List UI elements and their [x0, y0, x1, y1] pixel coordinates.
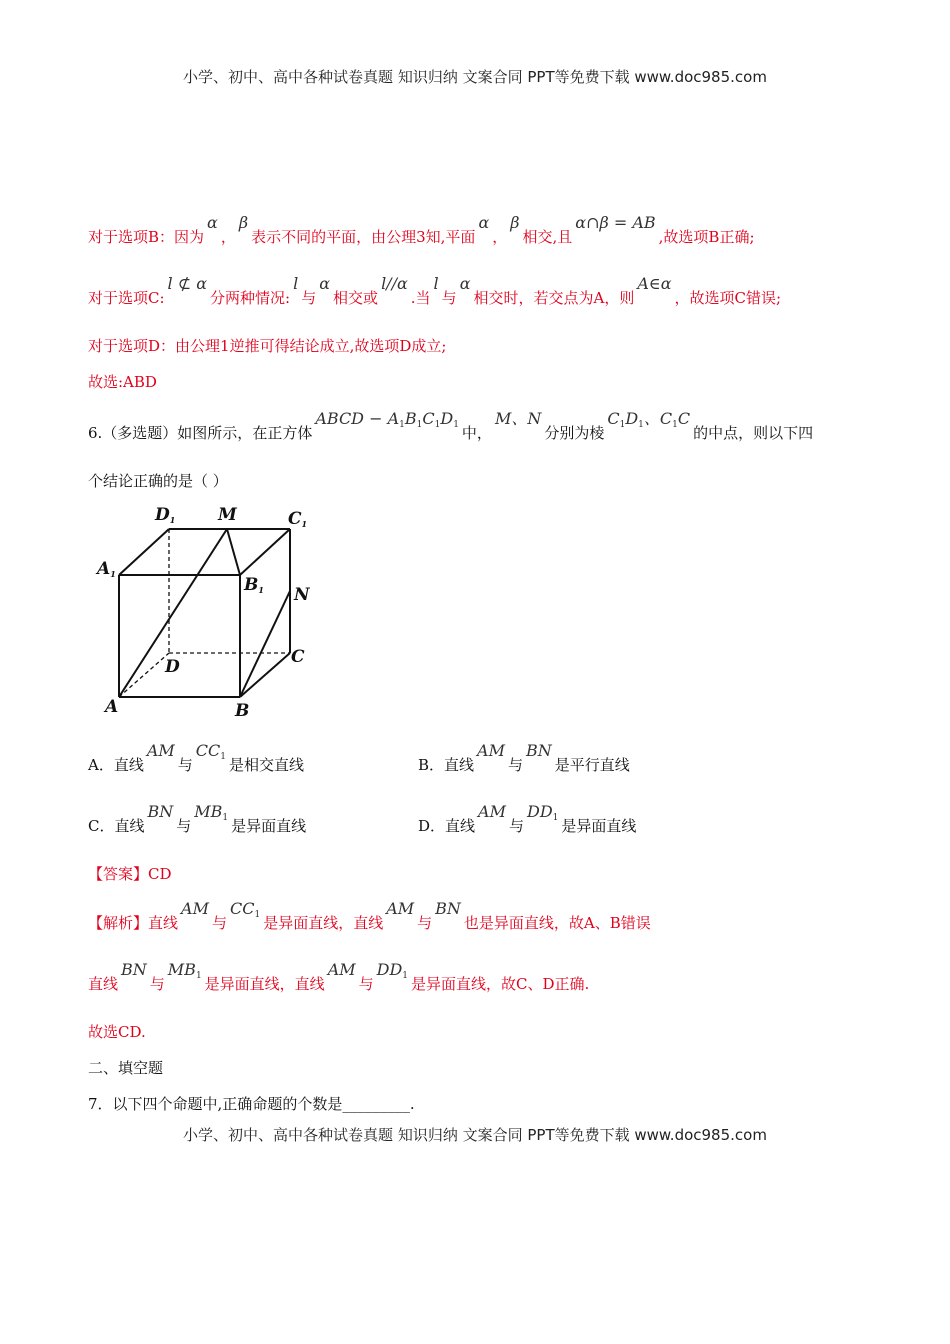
label-b1: B1: [244, 575, 264, 595]
math: BN: [147, 802, 174, 821]
text: 直线: [88, 975, 119, 993]
choice-c: [88, 802, 307, 837]
text: 的中点，则以下四: [693, 424, 814, 442]
text: 相交时，若交点为A，则: [473, 289, 635, 307]
math-part: MB: [167, 960, 196, 979]
math-part: DD: [526, 802, 553, 821]
math: l: [293, 274, 299, 293]
text: B．直线: [418, 756, 475, 774]
math: α: [319, 274, 331, 293]
math-part: D: [440, 409, 454, 428]
math: AM: [386, 899, 415, 918]
math: [527, 802, 558, 821]
math: l ⊄ α: [167, 274, 208, 293]
label-a: A: [105, 697, 119, 717]
math: [377, 960, 408, 979]
text: ，: [220, 228, 236, 246]
text: 与: [301, 289, 317, 307]
math-part: C: [677, 409, 691, 428]
choice-d: [418, 802, 637, 837]
math-part: 、C: [643, 409, 673, 428]
subscript: 1: [220, 752, 227, 762]
math: l//α: [381, 274, 408, 293]
text: 与: [149, 975, 165, 993]
label-m: M: [218, 505, 237, 525]
math: BN: [525, 741, 552, 760]
text: 是异面直线，故C、D正确.: [411, 975, 590, 993]
math-part: ABCD − A: [315, 409, 400, 428]
text: 与: [177, 756, 193, 774]
math: AM: [146, 741, 175, 760]
answer-cd: 【答案】CD: [88, 865, 172, 883]
section-fill-blank: 二、填空题: [88, 1059, 164, 1077]
math-part: C: [422, 409, 435, 428]
math-intersection: α∩β = AB: [575, 213, 656, 232]
option-d-explanation: 对于选项D：由公理1逆推可得结论成立,故选项D成立;: [88, 337, 447, 355]
label-d1: D1: [155, 505, 176, 525]
text: 相交或: [333, 289, 379, 307]
text: 与: [507, 756, 523, 774]
text: 与: [417, 914, 433, 932]
math-part: CC: [195, 741, 221, 760]
text: ,故选项B正确;: [658, 228, 755, 246]
text: 对于选项C:: [88, 289, 165, 307]
text: D．直线: [418, 817, 476, 835]
text: 与: [211, 914, 227, 932]
math-alpha: α: [478, 213, 490, 232]
segment-bn: [240, 591, 290, 697]
math: AM: [478, 802, 506, 821]
math: BN: [121, 960, 147, 979]
subscript: 1: [552, 813, 559, 823]
subscript: 1: [672, 420, 678, 430]
subscript: 1: [453, 420, 459, 430]
math-part: C: [607, 409, 620, 428]
math: M、N: [494, 409, 542, 428]
page-header: 小学、初中、高中各种试卷真题 知识归纳 文案合同 PPT等免费下载 www.doc985.com: [183, 68, 767, 86]
text: 是相交直线: [229, 756, 305, 774]
question-6: [88, 409, 814, 444]
math: AM: [327, 960, 356, 979]
math-alpha: α: [207, 213, 218, 232]
subscript: 1: [195, 971, 202, 981]
text: 分别为棱: [544, 424, 605, 442]
subscript: 1: [434, 420, 441, 430]
option-b-explanation: [88, 213, 755, 247]
question-6-line2: 个结论正确的是（ ）: [88, 472, 228, 490]
analysis-line-2: [88, 960, 590, 995]
label-a1: A1: [97, 559, 116, 579]
math: [196, 741, 226, 760]
question-7: 7．以下四个命题中,正确命题的个数是_________.: [88, 1095, 415, 1113]
text: ，故选项C错误;: [674, 289, 782, 307]
math: l: [433, 274, 439, 293]
label-c: C: [291, 647, 305, 667]
text: 与: [508, 817, 524, 835]
text: 是平行直线: [554, 756, 630, 774]
answer-cd-final: 故选CD.: [88, 1023, 146, 1041]
text: 相交,且: [522, 228, 573, 246]
text: 【解析】直线: [88, 914, 179, 932]
label-n: N: [294, 585, 310, 605]
math-edges: [607, 409, 690, 428]
text: C．直线: [88, 817, 145, 835]
math-part: MB: [194, 802, 223, 821]
text: 表示不同的平面，由公理3知,平面: [251, 228, 476, 246]
choice-b: [418, 741, 630, 775]
math-part: DD: [376, 960, 403, 979]
math-part: B: [404, 409, 417, 428]
math-part: CC: [229, 899, 255, 918]
math: AM: [477, 741, 505, 760]
math: AM: [181, 899, 209, 918]
text: 是异面直线，直线: [204, 975, 325, 993]
text: 与: [176, 817, 192, 835]
subscript: 1: [254, 910, 261, 920]
answer-abd: 故选:ABD: [88, 373, 157, 391]
text: 也是异面直线，故A、B错误: [463, 914, 651, 932]
segment-mb1: [227, 529, 240, 575]
analysis-line-1: [88, 899, 651, 934]
text: 是异面直线，直线: [263, 914, 384, 932]
text: 中，: [461, 424, 492, 442]
label-d: D: [165, 657, 180, 677]
cube-figure: [95, 500, 325, 720]
subscript: 1: [416, 420, 423, 430]
text: .当: [410, 289, 431, 307]
math: [168, 960, 202, 979]
subscript: 1: [619, 420, 626, 430]
page-footer: 小学、初中、高中各种试卷真题 知识归纳 文案合同 PPT等免费下载 www.doc985.com: [183, 1126, 767, 1144]
choice-a: [88, 741, 305, 776]
option-c-explanation: [88, 274, 782, 308]
subscript: 1: [638, 420, 644, 430]
math-beta: β: [510, 213, 520, 232]
text: 6.（多选题）如图所示，在正方体: [88, 424, 313, 442]
subscript: 1: [222, 813, 229, 823]
text: 与: [358, 975, 374, 993]
text: 分两种情况:: [210, 289, 291, 307]
math: [230, 899, 260, 918]
math-cube: [315, 409, 459, 428]
text: 是异面直线: [231, 817, 307, 835]
text: ，: [492, 228, 508, 246]
edge-b1c1: [240, 529, 290, 575]
label-b: B: [235, 701, 250, 720]
math: BN: [435, 899, 461, 918]
math-beta: β: [238, 213, 249, 232]
edge-a1d1: [119, 529, 169, 575]
subscript: 1: [402, 971, 409, 981]
label-c1: C1: [288, 509, 308, 529]
math: A∈α: [637, 274, 672, 293]
math: [194, 802, 228, 821]
text: 与: [441, 289, 457, 307]
text: 对于选项B：因为: [88, 228, 205, 246]
text: A．直线: [88, 756, 144, 774]
edge-bc: [240, 653, 290, 697]
math-part: D: [625, 409, 639, 428]
subscript: 1: [399, 420, 405, 430]
text: 是异面直线: [561, 817, 637, 835]
math: α: [459, 274, 471, 293]
